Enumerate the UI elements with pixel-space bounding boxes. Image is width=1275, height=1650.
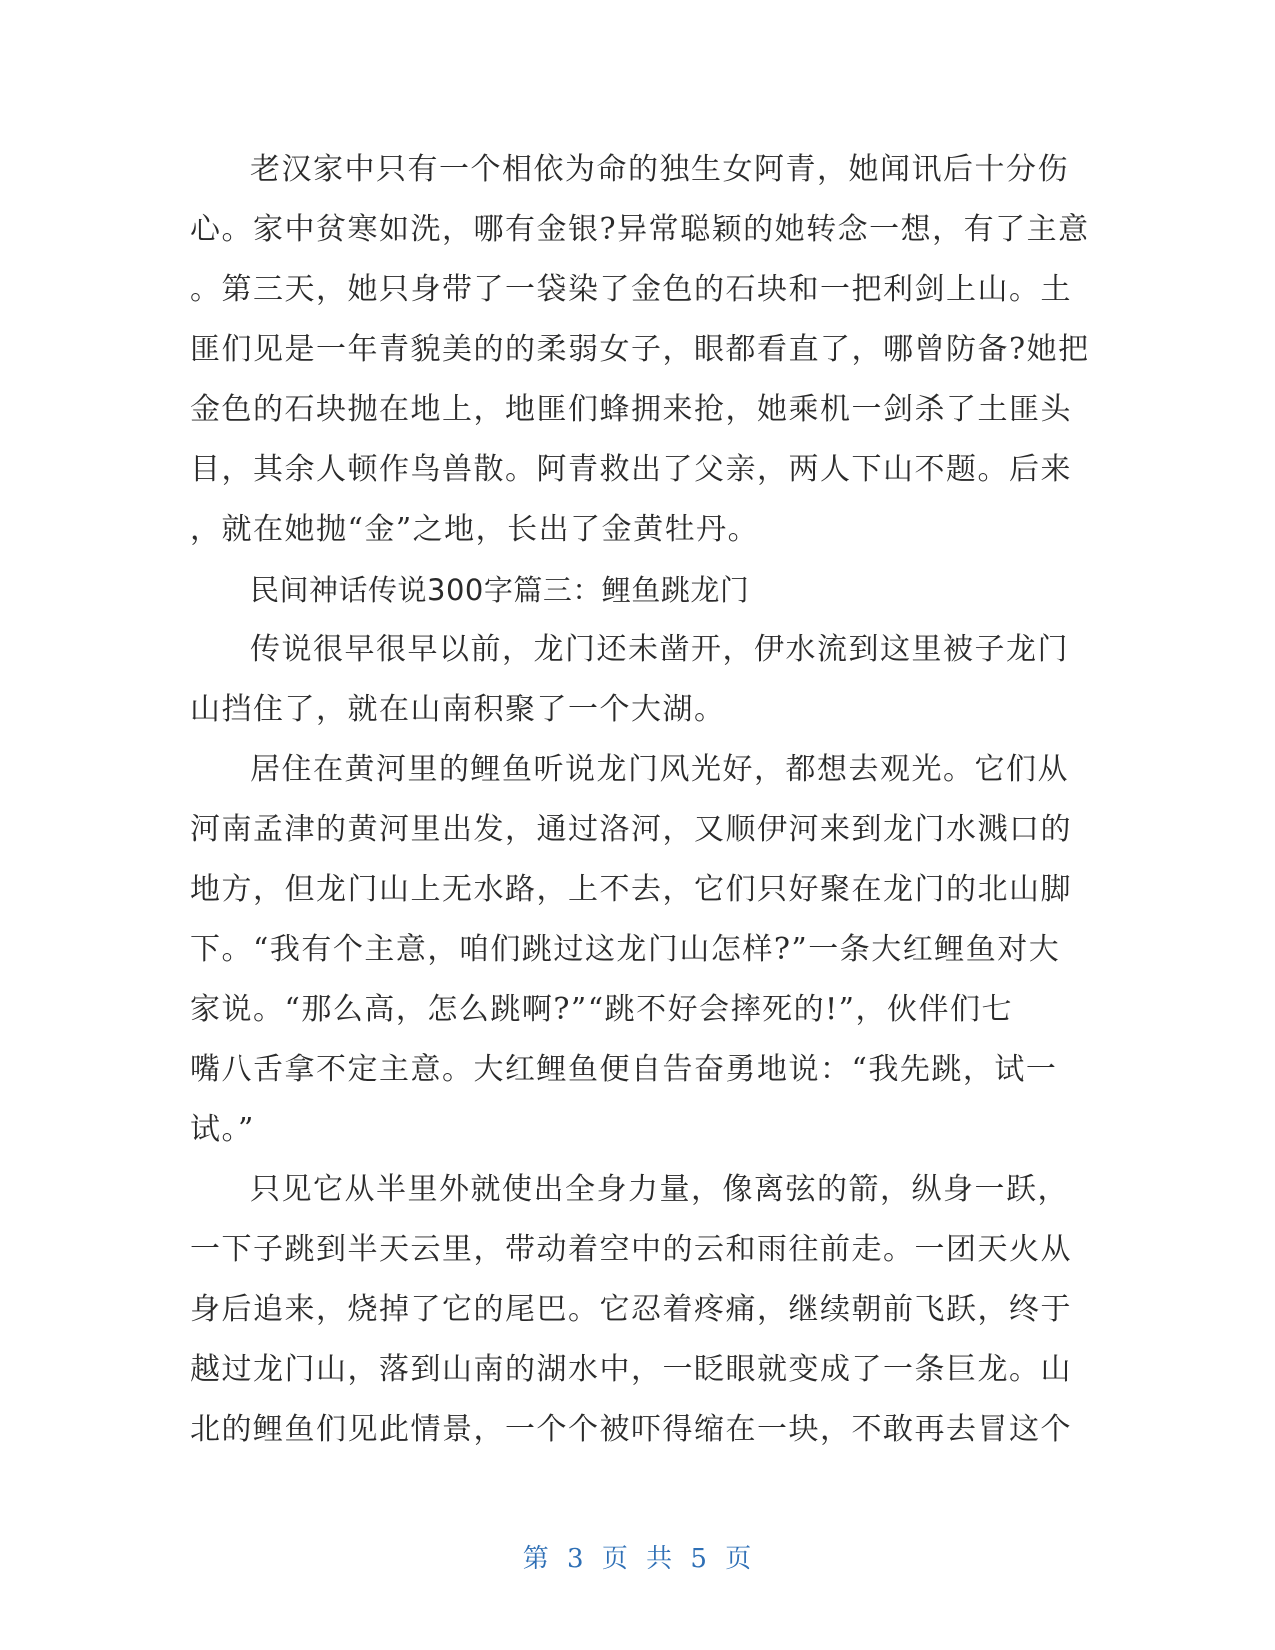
paragraph-line: 居住在黄河里的鲤鱼听说龙门风光好，都想去观光。它们从 (250, 752, 1069, 787)
section-heading: 民间神话传说300字篇三：鲤鱼跳龙门 (250, 573, 750, 607)
footer-prefix: 第 (522, 1544, 550, 1574)
footer-suffix: 页 (725, 1544, 753, 1574)
paragraph-line: 一下子跳到半天云里，带动着空中的云和雨往前走。一团天火从 (190, 1232, 1072, 1267)
paragraph-line: 心。家中贫寒如洗，哪有金银?异常聪颖的她转念一想，有了主意 (190, 212, 1090, 247)
paragraph-line: 老汉家中只有一个相依为命的独生女阿青，她闻讯后十分伤 (250, 152, 1069, 187)
paragraph-line: 只见它从半里外就使出全身力量，像离弦的箭，纵身一跃， (250, 1172, 1069, 1207)
paragraph-line: 传说很早很早以前，龙门还未凿开，伊水流到这里被子龙门 (250, 632, 1069, 667)
footer-page-word: 页 (601, 1544, 629, 1574)
paragraph-line: 越过龙门山，落到山南的湖水中，一眨眼就变成了一条巨龙。山 (190, 1352, 1072, 1387)
paragraph-line: 金色的石块抛在地上，地匪们蜂拥来抢，她乘机一剑杀了土匪头 (190, 392, 1072, 427)
paragraph-line: 河南孟津的黄河里出发，通过洛河，又顺伊河来到龙门水溅口的 (190, 812, 1072, 847)
paragraph-line: 地方，但龙门山上无水路，上不去，它们只好聚在龙门的北山脚 (190, 872, 1072, 907)
paragraph-line: 嘴八舌拿不定主意。大红鲤鱼便自告奋勇地说：“我先跳，试一 (190, 1052, 1058, 1087)
page-footer (0, 1538, 1275, 1575)
paragraph-line: 山挡住了，就在山南积聚了一个大湖。 (190, 692, 726, 727)
paragraph-line: 身后追来，烧掉了它的尾巴。它忍着疼痛，继续朝前飞跃，终于 (190, 1292, 1072, 1327)
paragraph-line: 北的鲤鱼们见此情景，一个个被吓得缩在一块，不敢再去冒这个 (190, 1412, 1072, 1447)
total-page-count: 5 (690, 1544, 708, 1574)
document-body (190, 140, 1090, 1460)
paragraph-line: 匪们见是一年青貌美的的柔弱女子，眼都看直了，哪曾防备?她把 (190, 332, 1090, 367)
paragraph-line: ，就在她抛“金”之地，长出了金黄牡丹。 (190, 512, 760, 547)
current-page-number: 3 (567, 1544, 585, 1574)
paragraph-line: 目，其余人顿作鸟兽散。阿青救出了父亲，两人下山不题。后来 (190, 452, 1072, 487)
paragraph-line: 试。” (190, 1112, 255, 1147)
paragraph-line: 家说。“那么高，怎么跳啊?”“跳不好会摔死的!”，伙伴们七 (190, 992, 1013, 1027)
footer-total-word: 共 (646, 1544, 674, 1574)
paragraph-line: 下。“我有个主意，咱们跳过这龙门山怎样?”一条大红鲤鱼对大 (190, 932, 1061, 967)
paragraph-line: 。第三天，她只身带了一袋染了金色的石块和一把利剑上山。土 (190, 272, 1072, 307)
